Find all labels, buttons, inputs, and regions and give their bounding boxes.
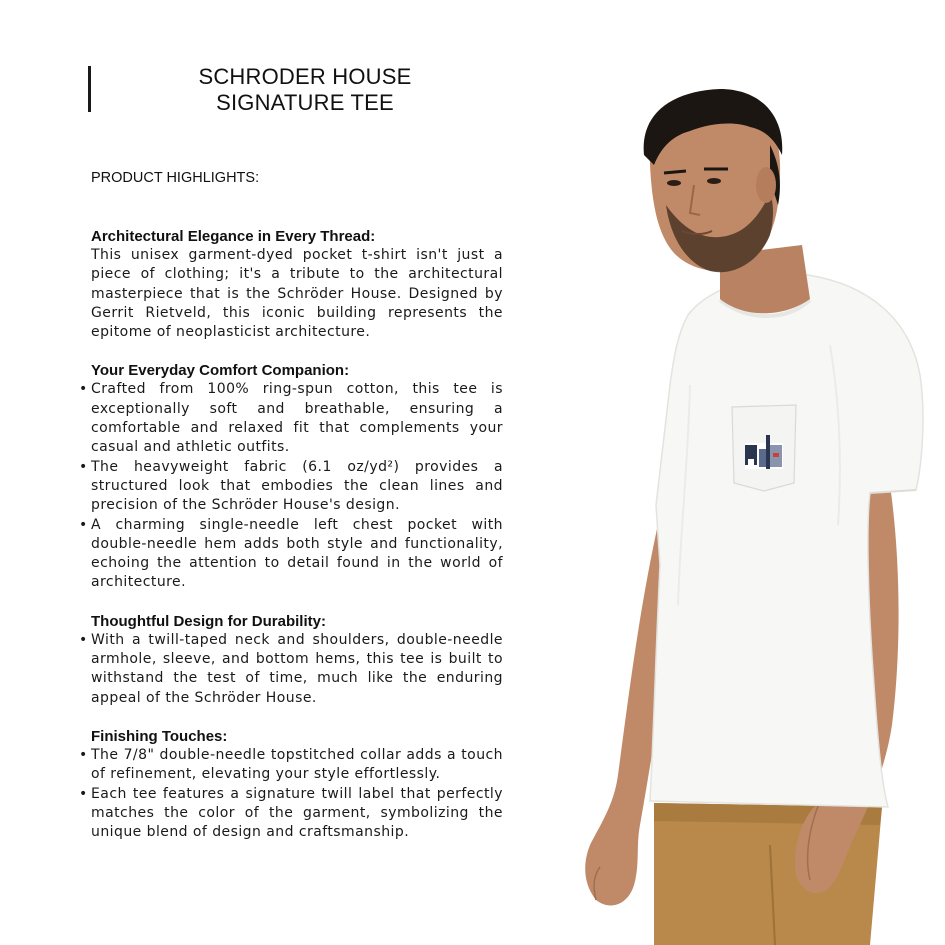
list-item: • The heavyweight fabric (6.1 oz/yd²) provides a structured look that embodies the clean lines and precision of the Schröder House's design. — [91, 458, 503, 516]
section-finishing — [91, 727, 503, 842]
section-heading: Architectural Elegance in Every Thread: — [91, 228, 376, 245]
section-comfort — [91, 361, 503, 592]
section-paragraph: This unisex garment-dyed pocket t-shirt isn't just a piece of clothing; it's a tribute to the architectural masterpiece that is the Schröder House. Designed by Gerrit Rietveld, this iconic building represents the epitome of neoplasticist architecture. — [91, 247, 503, 341]
list-item: • The 7/8" double-needle topstitched collar adds a touch of refinement, elevating your style effortlessly. — [91, 746, 503, 785]
highlights-content — [91, 227, 503, 861]
bullet-list — [91, 380, 503, 592]
section-heading: Thoughtful Design for Durability: — [91, 612, 326, 630]
list-item: • Crafted from 100% ring-spun cotton, this tee is exceptionally soft and breathable, ensuring a comfortable and relaxed fit that complements your casual and athletic outfits. — [91, 380, 503, 457]
product-title-line-1: SCHRODER HOUSE — [198, 64, 412, 89]
section-durability — [91, 612, 503, 708]
list-item: • A charming single-needle left chest pocket with double-needle hem adds both style and functionality, echoing the attention to detail found in the world of architecture. — [91, 516, 503, 593]
title-accent-bar — [88, 66, 91, 112]
list-item: • With a twill-taped neck and shoulders, double-needle armhole, sleeve, and bottom hems, this tee is built to withstand the test of time, much like the enduring appeal of the Schröder House. — [91, 631, 503, 708]
section-architectural-elegance — [91, 227, 503, 342]
bullet-list — [91, 631, 503, 708]
section-heading: Your Everyday Comfort Companion: — [91, 362, 350, 380]
product-title-line-2: SIGNATURE TEE — [216, 90, 394, 115]
model-photo — [570, 85, 945, 945]
head-illustration — [644, 89, 783, 272]
bullet-list — [91, 746, 503, 842]
section-heading: Finishing Touches: — [91, 727, 228, 745]
highlights-label: PRODUCT HIGHLIGHTS: — [91, 170, 260, 186]
list-item: • Each tee features a signature twill label that perfectly matches the color of the garment, symbolizing the unique blend of design and craftsmanship. — [91, 785, 503, 843]
product-title — [150, 64, 460, 116]
